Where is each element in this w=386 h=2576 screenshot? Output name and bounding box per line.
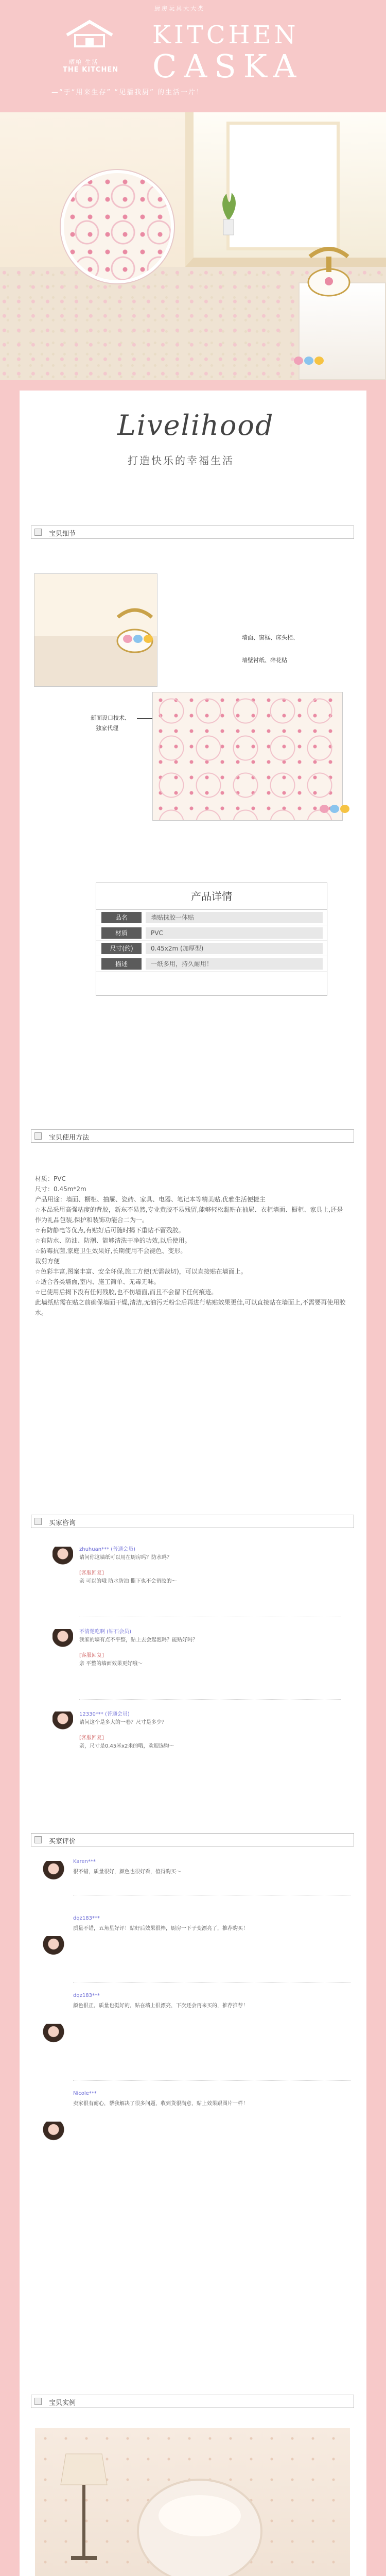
callout-3: 新面设口技术、 xyxy=(91,715,130,721)
reply-heading: [客服回复] xyxy=(79,1570,104,1576)
row-key: 品名 xyxy=(101,912,142,923)
callout-4: 独家代理 xyxy=(96,725,118,732)
detail-image-2 xyxy=(152,692,343,821)
avatar xyxy=(42,1861,65,1884)
usage-line: 尺寸：0.45m*2m xyxy=(35,1185,86,1193)
review-text: 很不错，质量很好，颜色也很好看，值得购买～ xyxy=(73,1869,181,1875)
table-row xyxy=(96,941,327,956)
review-text: 卖家很有耐心，帮我解决了很多问题，收到货很满意，贴上效果跟图片一样！ xyxy=(73,2101,248,2107)
consult-user[interactable]: 不清楚吃啊 (钻石会员) xyxy=(79,1629,131,1635)
section-showcase xyxy=(31,2395,354,2408)
section-icon xyxy=(34,1836,42,1843)
divider xyxy=(73,2080,351,2081)
fur-pouf-icon xyxy=(133,2469,267,2576)
section-usage-label: 宝贝使用方法 xyxy=(49,1134,90,1142)
consult-answer: 亲，尺寸是0.45米x2米的哦，欢迎选购～ xyxy=(79,1743,174,1749)
usage-line: 产品用途：墙面、橱柜、抽屉、瓷砖、家具、电器、笔记本等精美贴,优雅生活便捷主 xyxy=(35,1196,266,1203)
table-row xyxy=(96,956,327,972)
livelihood-script: Livelihood xyxy=(117,409,274,442)
table-row xyxy=(96,910,327,925)
callout-1: 墙面、窗框、床头柜、 xyxy=(242,634,299,641)
review-user[interactable]: dqz183*** xyxy=(73,1993,100,1998)
showcase-image xyxy=(35,2428,350,2576)
divider xyxy=(73,1982,351,1983)
reply-heading: [客服回复] xyxy=(79,1653,104,1658)
review-item xyxy=(42,1859,351,1890)
review-user[interactable]: Karen*** xyxy=(73,1859,96,1865)
butterfly-icon xyxy=(122,633,153,645)
row-key: 材质 xyxy=(101,927,142,939)
floor-lamp-icon xyxy=(50,2449,117,2562)
usage-line: 裁剪方便 xyxy=(35,1258,60,1265)
telephone-icon xyxy=(301,236,357,298)
callout-line xyxy=(137,718,152,719)
reply-heading: [客服回复] xyxy=(79,1735,104,1741)
butterfly-icon xyxy=(293,354,324,367)
usage-line: ☆有防水、防油、防潮、能够清洗干净的功效,以后使用。 xyxy=(35,1237,191,1244)
avatar xyxy=(42,2024,65,2046)
review-text: 质量不错，五角星好评！贴好后效果很棒，厨房一下子变漂亮了，推荐购买！ xyxy=(73,1926,248,1931)
consult-user[interactable]: zhuhuan*** (普通会员) xyxy=(79,1547,136,1552)
review-user[interactable]: Nicole*** xyxy=(73,2091,97,2096)
section-usage xyxy=(31,1129,354,1143)
section-detail-label: 宝贝细节 xyxy=(49,530,76,538)
product-details-table xyxy=(96,883,327,996)
window-pane xyxy=(226,122,340,250)
avatar xyxy=(52,1629,73,1650)
consult-answer: 亲 平整的墙面效果更好哦～ xyxy=(79,1661,143,1667)
butterfly-icon xyxy=(319,803,350,815)
usage-line: ☆色彩丰富,图案丰富、安全环保,施工方便(无需裁切)，可以直接贴在墙面上。 xyxy=(35,1268,247,1275)
section-icon xyxy=(34,1518,42,1525)
house-logo-icon xyxy=(65,20,114,48)
content-sheet xyxy=(20,391,366,2576)
row-value: 一纸多用，持久耐用！ xyxy=(146,958,323,970)
row-value: 0.45x2m (加厚型) xyxy=(146,943,323,954)
telephone-icon xyxy=(112,595,158,656)
header-slogan: —“于“用来生存” “见播我厨” 的生活一片！ xyxy=(51,89,204,96)
livelihood-subtitle: 打造快乐的幸福生活 xyxy=(128,454,234,467)
usage-line: 材质：PVC xyxy=(35,1175,66,1182)
plant-icon xyxy=(216,190,241,236)
callout-2: 墙壁衬纸、碎花贴 xyxy=(242,657,287,664)
consult-item xyxy=(52,1545,341,1622)
row-key: 描述 xyxy=(101,958,142,970)
avatar xyxy=(42,1936,65,1959)
pattern-zoom-circle xyxy=(61,170,174,283)
avatar xyxy=(52,1547,73,1567)
review-item xyxy=(42,1916,351,1977)
usage-line: ☆适合各类墙面,室内、施工简单、无毒无味。 xyxy=(35,1278,160,1285)
section-icon xyxy=(34,2398,42,2405)
header-top-note: 厨房玩具大大类 xyxy=(154,5,205,12)
avatar xyxy=(52,1711,73,1732)
consult-item xyxy=(52,1709,341,1787)
consult-question: 我家的墙有点不平整，贴上去会起泡吗？能贴好吗？ xyxy=(79,1637,198,1643)
consult-question: 请问这个是多大的一卷？尺寸是多少？ xyxy=(79,1720,167,1725)
review-item xyxy=(42,1993,351,2075)
product-details-heading: 产品详情 xyxy=(96,883,327,910)
brand-en: THE KITCHEN xyxy=(63,66,119,74)
consult-question: 请问你这墙纸可以用在厨房吗？防水吗？ xyxy=(79,1555,172,1561)
review-item xyxy=(42,2091,351,2173)
section-showcase-label: 宝贝实例 xyxy=(49,2399,76,2407)
section-icon xyxy=(34,1132,42,1140)
divider xyxy=(79,1699,341,1700)
section-detail xyxy=(31,526,354,539)
usage-line: ☆已使用后揭下没有任何残胶,也不伤墙面,而且不会留下任何痕迹。 xyxy=(35,1289,218,1296)
usage-line: 此墙纸贴需在贴之前确保墙面干燥,清洁,无油污无粉尘后再进行粘贴效果更佳,可以直接贴在墙面上,不需要再使用胶水。 xyxy=(35,1299,346,1316)
row-key: 尺寸(约) xyxy=(101,943,142,954)
title-kitchen: KITCHEN xyxy=(152,21,299,49)
consult-answer: 亲 可以的哦 防水防油 撕下也不会留胶的～ xyxy=(79,1579,177,1584)
review-text: 颜色很正，质量也挺好的，贴在墙上很漂亮，下次还会再来买的，推荐推荐！ xyxy=(73,2003,248,2009)
title-caska: CASKA xyxy=(152,47,304,85)
usage-line: ☆防霉抗菌,家庭卫生效果好,长期使用不会褪色、变形。 xyxy=(35,1247,187,1255)
section-consult xyxy=(31,1515,354,1528)
usage-line: ☆本品采用高强粘度的背胶，新东不易然,专业黄胶不易残留,能够轻松黏贴在抽屉、衣柜墙面、橱柜、家具上,还是作为礼品包装,保护和装饰功能合二为一。 xyxy=(35,1206,343,1224)
row-value: PVC xyxy=(146,927,323,939)
section-consult-label: 买家咨询 xyxy=(49,1519,76,1527)
section-review-label: 买家评价 xyxy=(49,1838,76,1845)
avatar xyxy=(42,2122,65,2144)
usage-line: ☆有防静电等优点,有贴好后可随时揭下重贴不留残胶。 xyxy=(35,1227,185,1234)
livelihood-title xyxy=(97,403,313,475)
usage-text xyxy=(35,1174,349,1318)
header-banner xyxy=(0,0,386,118)
detail-image-1 xyxy=(34,573,157,687)
consult-item xyxy=(52,1627,341,1704)
review-user[interactable]: dqz183*** xyxy=(73,1916,100,1921)
table-row xyxy=(96,925,327,941)
section-review xyxy=(31,1833,354,1846)
consult-user[interactable]: 12330*** (普通会员) xyxy=(79,1711,130,1717)
section-icon xyxy=(34,529,42,536)
row-value: 墙贴抹胶一体贴 xyxy=(146,912,323,923)
brand-cn: 晒粮 生活 xyxy=(69,59,99,65)
hero-image xyxy=(0,112,386,380)
